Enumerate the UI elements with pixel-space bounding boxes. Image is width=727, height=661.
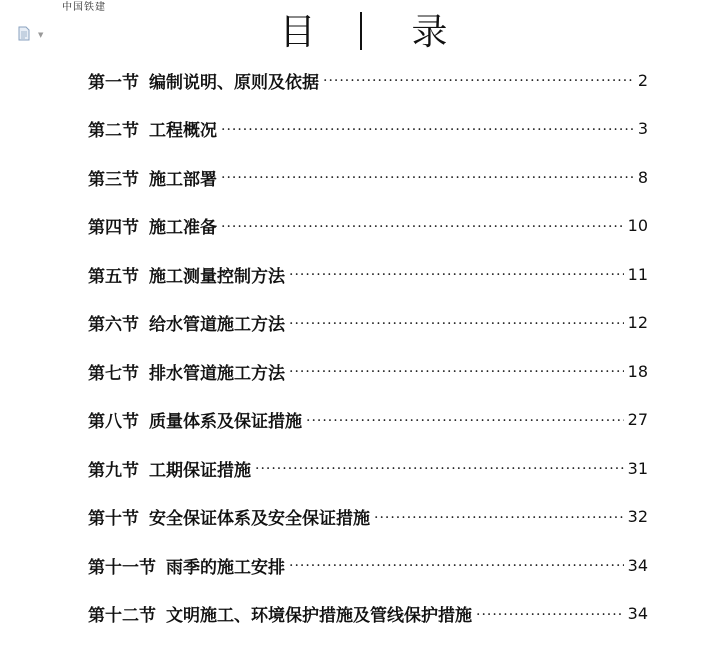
toc-section-title: 雨季的施工安排 <box>166 557 285 578</box>
toc-page-number: 18 <box>627 361 648 381</box>
toc-section-number: 第八节 <box>88 412 139 433</box>
toc-entry[interactable] <box>88 541 648 590</box>
toc-page-number: 8 <box>637 167 648 187</box>
toc-leader-dots <box>323 73 634 89</box>
toc-entry[interactable] <box>88 347 648 396</box>
toc-entry[interactable] <box>88 56 648 105</box>
toc-page-number: 27 <box>627 410 648 430</box>
toc-section-title: 施工准备 <box>149 218 217 239</box>
toc-section-title: 文明施工、环境保护措施及管线保护措施 <box>166 606 472 627</box>
toc-leader-dots <box>289 364 624 380</box>
toc-entry[interactable] <box>88 105 648 154</box>
toc-section-title: 给水管道施工方法 <box>149 315 285 336</box>
title-char-1: 目 <box>279 12 316 53</box>
toc-leader-dots <box>221 170 634 186</box>
toc-entry[interactable] <box>88 396 648 445</box>
toc-entry[interactable] <box>88 202 648 251</box>
toc-leader-dots <box>289 316 624 332</box>
toc-entry[interactable] <box>88 250 648 299</box>
dropdown-arrow-icon[interactable]: ▼ <box>38 31 44 39</box>
toc-leader-dots <box>374 510 624 526</box>
title-char-2: 录 <box>411 12 448 53</box>
toc-page-number: 11 <box>627 264 648 284</box>
toc-section-number: 第十一节 <box>88 557 156 578</box>
toc-section-title: 排水管道施工方法 <box>149 363 285 384</box>
toc-section-number: 第六节 <box>88 315 139 336</box>
toc-section-title: 工程概况 <box>149 121 217 142</box>
toc-section-number: 第九节 <box>88 460 139 481</box>
toc-section-title: 编制说明、原则及依据 <box>149 72 319 93</box>
toc-section-number: 第十二节 <box>88 606 156 627</box>
toc-page-number: 10 <box>627 216 648 236</box>
toc-section-number: 第二节 <box>88 121 139 142</box>
toc-leader-dots <box>289 267 624 283</box>
toc-page-number: 12 <box>627 313 648 333</box>
toc-page-number: 2 <box>637 70 648 90</box>
toc-leader-dots <box>221 219 624 235</box>
toc-section-title: 施工部署 <box>149 169 217 190</box>
toc-page-number: 32 <box>627 507 648 527</box>
toc-section-number: 第一节 <box>88 72 139 93</box>
toc-section-title: 工期保证措施 <box>149 460 251 481</box>
toc-section-number: 第五节 <box>88 266 139 287</box>
toc-page-number: 34 <box>627 604 648 624</box>
toc-title <box>0 8 727 58</box>
toc-page-number: 34 <box>627 555 648 575</box>
toc-leader-dots <box>306 413 624 429</box>
toc-leader-dots <box>289 558 624 574</box>
toc-entry[interactable] <box>88 493 648 542</box>
toc-page-number: 31 <box>627 458 648 478</box>
title-separator <box>360 12 362 50</box>
toc-leader-dots <box>476 607 624 623</box>
toc-list <box>88 56 648 638</box>
toc-entry[interactable] <box>88 444 648 493</box>
toc-page-number: 3 <box>637 119 648 139</box>
toc-section-number: 第七节 <box>88 363 139 384</box>
toc-section-number: 第三节 <box>88 169 139 190</box>
toc-section-title: 施工测量控制方法 <box>149 266 285 287</box>
toc-section-title: 安全保证体系及安全保证措施 <box>149 509 370 530</box>
toc-entry[interactable] <box>88 590 648 639</box>
toc-leader-dots <box>221 122 634 138</box>
toc-entry[interactable] <box>88 299 648 348</box>
header-company: 中国铁建 <box>62 2 106 13</box>
toc-leader-dots <box>255 461 624 477</box>
toc-entry[interactable] <box>88 153 648 202</box>
toc-section-number: 第四节 <box>88 218 139 239</box>
toc-section-title: 质量体系及保证措施 <box>149 412 302 433</box>
toc-section-number: 第十节 <box>88 509 139 530</box>
